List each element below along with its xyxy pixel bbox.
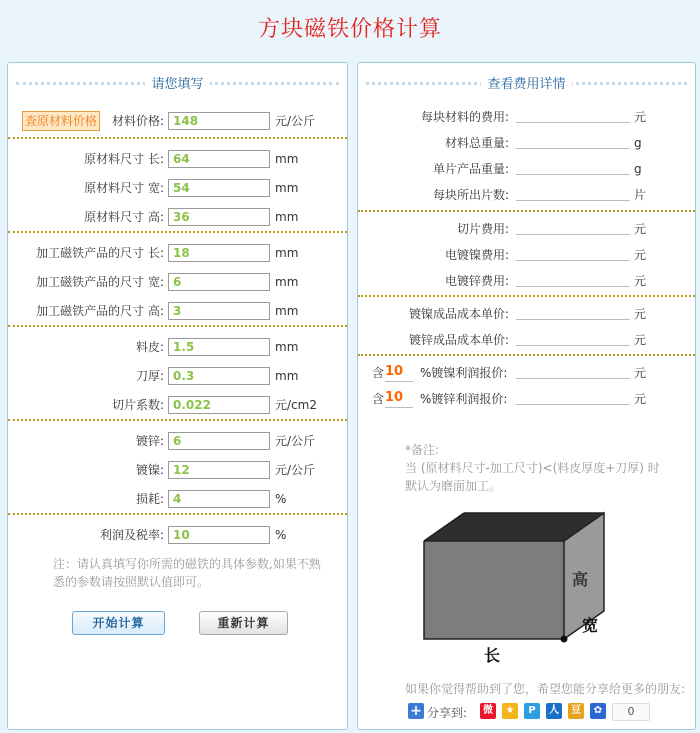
quote-value [516,378,630,379]
remark-line-1: 当 (原材料尺寸-加工尺寸)<(料皮厚度+刀厚) 时 [405,461,660,475]
section-divider [8,231,347,233]
unit-cost-label: 镀镍成品成本单价: [408,307,509,321]
section-divider [358,295,695,297]
share-count: 0 [612,703,650,721]
plating-input[interactable]: 12 [168,461,270,479]
material-price-unit: 元/公斤 [275,114,316,128]
quote-prefix: 含 [372,392,385,406]
result-panel-title: 查看费用详情 [481,77,571,92]
remark-line-2: 默认为磨面加工。 [405,479,502,493]
fee-detail-label: 电镀镍费用: [444,248,509,262]
raw-size-label: 原材料尺寸 宽: [84,181,164,195]
fee-detail-label: 电镀锌费用: [444,274,509,288]
profit-input[interactable]: 10 [168,526,270,544]
unit-cost-row [358,330,697,350]
section-divider [358,354,695,356]
product-size-unit: mm [275,246,299,260]
fee-detail-value [516,286,630,287]
cost-detail-label: 每块材料的费用: [420,110,509,124]
cutting-row [8,337,349,357]
unit-cost-row [358,304,697,324]
profit-label: 利润及税率: [99,528,164,542]
product-size-input[interactable]: 6 [168,273,270,291]
cutting-unit: mm [275,340,299,354]
cost-detail-value [516,200,630,201]
quote-percent-input[interactable]: 10 [385,363,413,382]
cost-detail-row [358,107,697,127]
unit-cost-unit: 元 [634,333,647,347]
product-size-input[interactable]: 3 [168,302,270,320]
cutting-row [8,395,349,415]
plating-label: 镀锌: [135,434,164,448]
plating-unit: % [275,492,287,506]
cost-detail-unit: g [634,162,642,176]
product-size-row [8,272,349,292]
profit-unit: % [275,528,287,542]
product-size-unit: mm [275,275,299,289]
cost-detail-label: 单片产品重量: [432,162,509,176]
section-divider [8,419,347,421]
fee-detail-unit: 元 [634,274,647,288]
block-corner-dot [561,636,568,643]
share-plus-icon[interactable]: + [408,703,424,719]
input-panel-header [8,63,347,101]
input-panel-title: 请您填写 [145,77,209,92]
product-size-row [8,243,349,263]
cutting-input[interactable]: 0.022 [168,396,270,414]
cutting-row [8,366,349,386]
fee-detail-row [358,271,697,291]
quote-prefix: 含 [372,366,385,380]
page-title: 方块磁铁价格计算 [257,17,442,42]
cutting-input[interactable]: 1.5 [168,338,270,356]
fee-detail-unit: 元 [634,222,647,236]
profit-row [8,525,349,545]
section-divider [8,325,347,327]
section-divider [8,513,347,515]
product-size-unit: mm [275,304,299,318]
width-label: 宽 [582,616,599,635]
quote-percent-input[interactable]: 10 [385,389,413,408]
quote-label: %镀锌利润报价: [420,392,508,406]
cost-detail-row [358,133,697,153]
product-size-label: 加工磁铁产品的尺寸 长: [36,246,164,260]
reset-button[interactable]: 重新计算 [199,611,288,635]
raw-size-label: 原材料尺寸 长: [84,152,164,166]
product-size-label: 加工磁铁产品的尺寸 宽: [36,275,164,289]
cutting-label: 料皮: [135,340,164,354]
qzone-icon[interactable]: ★ [502,703,518,719]
input-note: 注：请认真填写你所需的磁铁的具体参数,如果不熟悉的参数请按照默认值即可。 [53,557,321,589]
cost-detail-unit: 元 [634,110,647,124]
calculate-button[interactable]: 开始计算 [72,611,165,635]
quote-row [358,363,697,383]
cost-detail-row [358,159,697,179]
raw-size-input[interactable]: 64 [168,150,270,168]
fee-detail-row [358,219,697,239]
magnet-block-diagram [398,503,618,663]
product-size-label: 加工磁铁产品的尺寸 高: [36,304,164,318]
length-label: 长 [484,646,501,663]
share-prompt: 如果你觉得帮助到了您，希望您能分享给更多的朋友: [405,682,686,696]
tencent-weibo-icon[interactable]: P [524,703,540,719]
plating-input[interactable]: 4 [168,490,270,508]
plating-row [8,431,349,451]
cutting-input[interactable]: 0.3 [168,367,270,385]
input-panel [7,62,348,730]
material-price-input[interactable]: 148 [168,112,270,130]
plating-input[interactable]: 6 [168,432,270,450]
raw-size-row [8,149,349,169]
plating-unit: 元/公斤 [275,434,316,448]
fee-detail-row [358,245,697,265]
raw-size-unit: mm [275,181,299,195]
fee-detail-unit: 元 [634,248,647,262]
raw-size-input[interactable]: 36 [168,208,270,226]
cost-detail-value [516,174,630,175]
cost-detail-label: 材料总重量: [444,136,509,150]
cost-detail-value [516,122,630,123]
block-front-face [424,541,564,639]
cost-detail-unit: 片 [634,188,647,202]
share-label: 分享到: [427,706,468,720]
quote-label: %镀镍利润报价: [420,366,508,380]
quote-row [358,389,697,409]
cost-detail-unit: g [634,136,642,150]
cutting-unit: mm [275,369,299,383]
result-panel-header [358,63,695,101]
remark-block [405,441,660,495]
unit-cost-unit: 元 [634,307,647,321]
plating-label: 镀镍: [135,463,164,477]
result-panel [357,62,696,730]
raw-size-row [8,178,349,198]
fee-detail-value [516,260,630,261]
fee-detail-label: 切片费用: [456,222,509,236]
raw-size-label: 原材料尺寸 高: [84,210,164,224]
remark-title: *备注: [405,443,440,457]
douban-icon[interactable]: 豆 [568,703,584,719]
cutting-label: 刀厚: [135,369,164,383]
raw-size-unit: mm [275,210,299,224]
cost-detail-value [516,148,630,149]
product-size-row [8,301,349,321]
raw-size-row [8,207,349,227]
section-divider [358,210,695,212]
height-label: 高 [572,570,589,589]
unit-cost-value [516,345,630,346]
raw-size-input[interactable]: 54 [168,179,270,197]
raw-size-unit: mm [275,152,299,166]
material-price-label: 材料价格: [111,114,164,128]
cost-detail-label: 每块所出片数: [432,188,509,202]
lookup-material-price-button[interactable]: 查原材料价格 [22,111,100,131]
quote-unit: 元 [634,392,647,406]
weibo-icon[interactable]: 微 [480,703,496,719]
baidu-icon[interactable]: ✿ [590,703,606,719]
quote-value [516,404,630,405]
section-divider [8,137,347,139]
quote-unit: 元 [634,366,647,380]
product-size-input[interactable]: 18 [168,244,270,262]
plating-unit: 元/公斤 [275,463,316,477]
fee-detail-value [516,234,630,235]
renren-icon[interactable]: 人 [546,703,562,719]
unit-cost-label: 镀锌成品成本单价: [408,333,509,347]
cutting-unit: 元/cm2 [275,398,317,412]
cutting-label: 切片系数: [111,398,164,412]
unit-cost-value [516,319,630,320]
cost-detail-row [358,185,697,205]
material-price-row [8,111,349,131]
plating-row [8,460,349,480]
plating-label: 损耗: [135,492,164,506]
plating-row [8,489,349,509]
